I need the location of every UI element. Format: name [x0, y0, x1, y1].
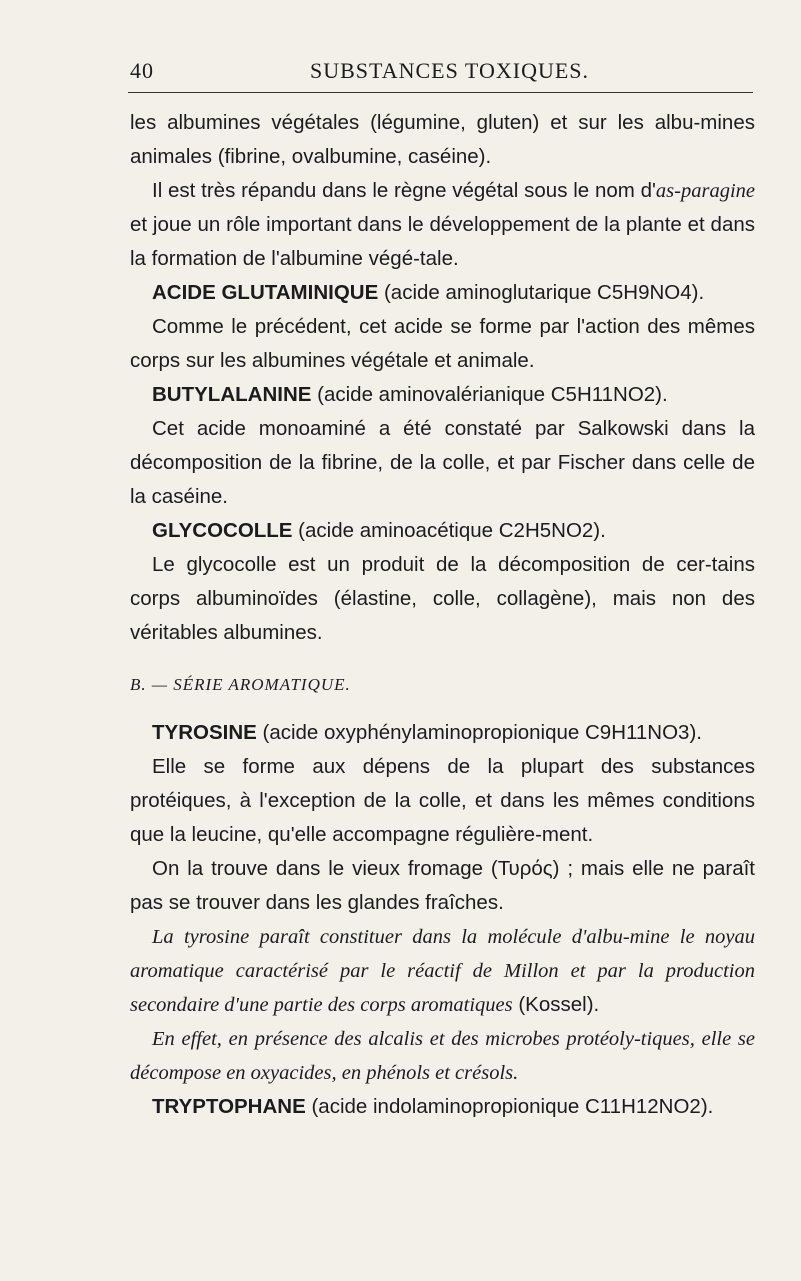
entry-heading [130, 276, 755, 310]
page-body [130, 106, 755, 1124]
entry-heading [130, 1090, 755, 1124]
entry-formula: (acide aminoglutarique C5H9NO4). [378, 281, 705, 304]
entry-formula: (acide aminovalérianique C5H11NO2). [311, 383, 668, 406]
text: et joue un rôle important dans le développement de la plante et dans la formation de l'albumine végé-tale. [130, 213, 755, 270]
entry-name: ACIDE GLUTAMINIQUE [152, 281, 379, 304]
paragraph [130, 174, 755, 276]
paragraph: les albumines végétales (légumine, gluten) et sur les albu-mines animales (fibrine, ovalbumine, caséine). [130, 111, 755, 168]
running-title: SUBSTANCES TOXIQUES. [310, 58, 590, 83]
paragraph: On la trouve dans le vieux fromage (Τυρός) ; mais elle ne paraît pas se trouver dans les glandes fraîches. [130, 857, 755, 914]
paragraph: Elle se forme aux dépens de la plupart des substances protéiques, à l'exception de la colle, et dans les mêmes conditions que la leucine, qu'elle accompagne régulière-ment. [130, 755, 755, 846]
entry-heading [130, 378, 755, 412]
entry-name: TRYPTOPHANE [152, 1095, 306, 1118]
italic-term: as-paragine [655, 180, 755, 202]
paragraph: Comme le précédent, cet acide se forme par l'action des mêmes corps sur les albumines végétale et animale. [130, 315, 755, 372]
paragraph [130, 920, 755, 1022]
entry-heading [130, 716, 755, 750]
page-number: 40 [130, 58, 154, 83]
entry-formula: (acide indolaminopropionique C11H12NO2). [305, 1095, 714, 1118]
entry-name: GLYCOCOLLE [152, 519, 293, 542]
paragraph: Le glycocolle est un produit de la décomposition de cer-tains corps albuminoïdes (élastine, colle, collagène), mais non des véritables albumines. [130, 553, 755, 644]
entry-name: TYROSINE [152, 721, 257, 744]
section-heading: B. — SÉRIE AROMATIQUE. [130, 675, 351, 694]
italic-text: La tyrosine paraît constituer dans la molécule d'albu-mine le noyau aromatique caractérisé par le réactif de Millon et par la production secondaire d'une partie des corps aromatiques [130, 926, 755, 1016]
text: (Kossel). [512, 993, 600, 1016]
entry-formula: (acide oxyphénylaminopropionique C9H11NO3). [256, 721, 702, 744]
text: Il est très répandu dans le règne végétal sous le nom d' [152, 179, 656, 202]
header-rule [128, 92, 753, 93]
entry-formula: (acide aminoacétique C2H5NO2). [292, 519, 606, 542]
running-header [130, 58, 750, 88]
entry-heading [130, 514, 755, 548]
paragraph: Cet acide monoaminé a été constaté par Salkowski dans la décomposition de la fibrine, de la colle, et par Fischer dans celle de la caséine. [130, 417, 755, 508]
paragraph: En effet, en présence des alcalis et des microbes protéoly-tiques, elle se décompose en oxyacides, en phénols et crésols. [130, 1028, 755, 1084]
entry-name: BUTYLALANINE [152, 383, 312, 406]
